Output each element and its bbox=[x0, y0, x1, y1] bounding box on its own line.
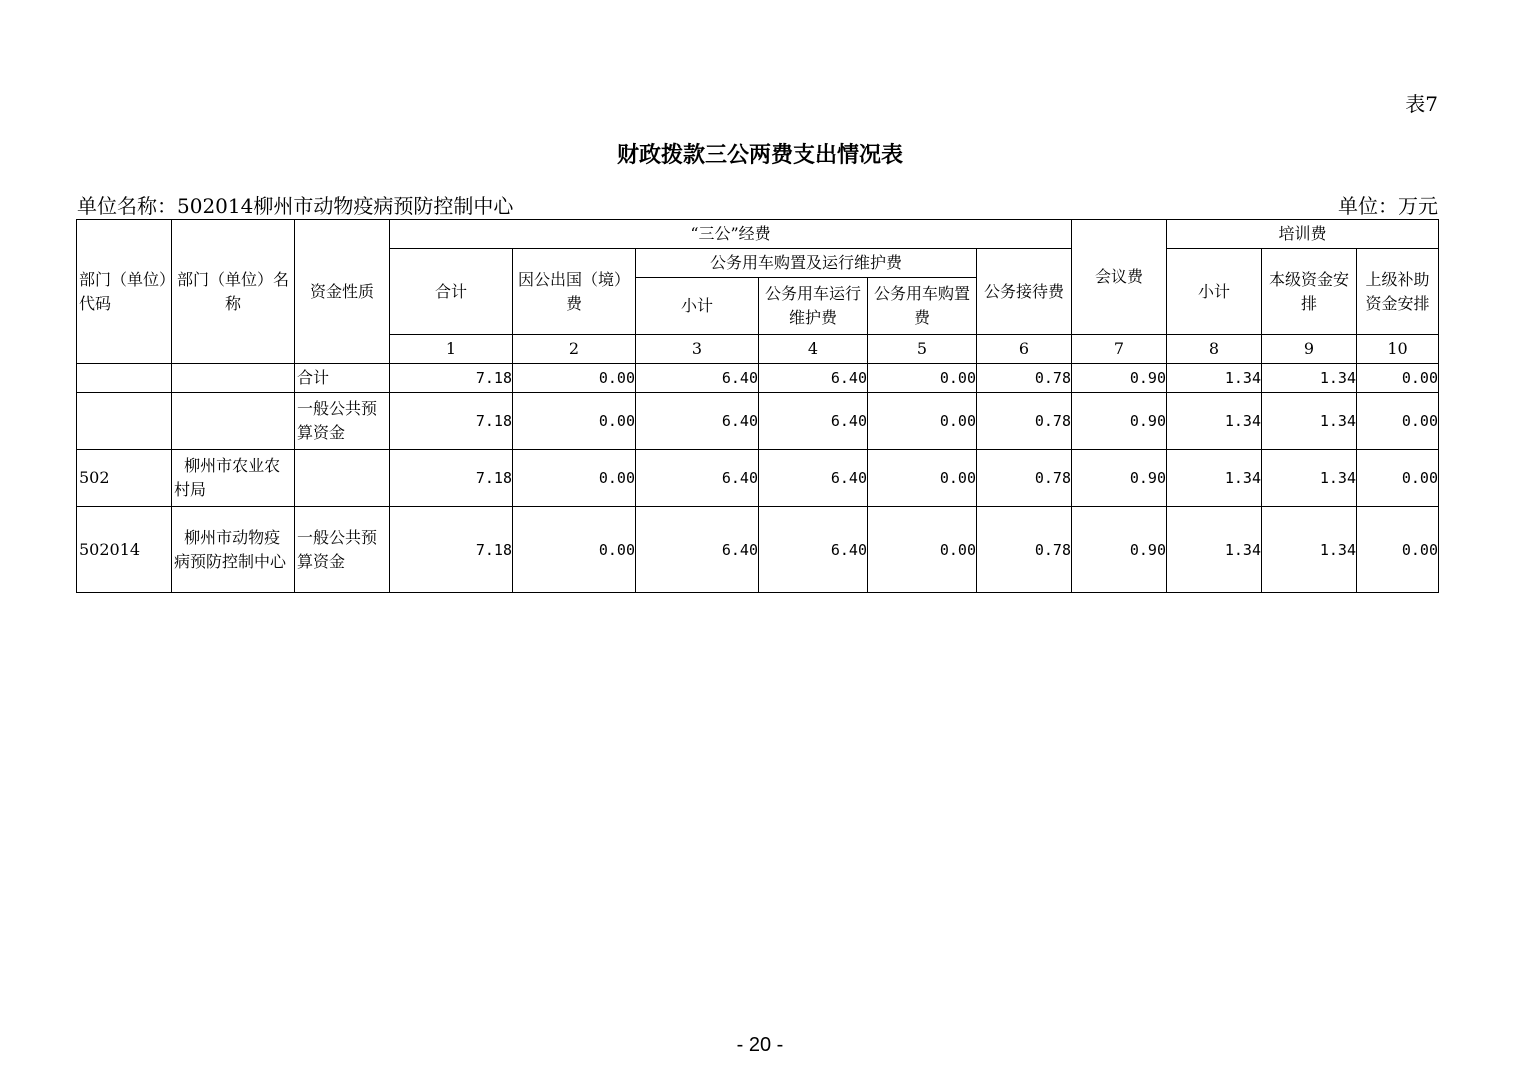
header-vehicle: 公务用车购置及运行维护费 bbox=[636, 249, 977, 278]
value-cell: 6.40 bbox=[759, 450, 868, 507]
fund-nature-cell: 一般公共预算资金 bbox=[295, 393, 390, 450]
fund-nature-cell: 合计 bbox=[295, 364, 390, 393]
header-sangong: “三公”经费 bbox=[390, 220, 1072, 249]
value-cell: 0.90 bbox=[1072, 364, 1167, 393]
value-cell: 0.00 bbox=[1357, 364, 1439, 393]
value-cell: 1.34 bbox=[1167, 364, 1262, 393]
column-number: 6 bbox=[977, 335, 1072, 364]
value-cell: 7.18 bbox=[390, 364, 513, 393]
value-cell: 0.90 bbox=[1072, 507, 1167, 593]
value-cell: 0.00 bbox=[1357, 393, 1439, 450]
currency-unit: 单位：万元 bbox=[1338, 194, 1438, 218]
table-number: 表7 bbox=[1405, 92, 1438, 116]
column-number: 4 bbox=[759, 335, 868, 364]
table-row bbox=[77, 450, 1439, 507]
header-reception: 公务接待费 bbox=[977, 249, 1072, 335]
value-cell: 0.00 bbox=[513, 507, 636, 593]
column-number: 1 bbox=[390, 335, 513, 364]
header-fund-nature: 资金性质 bbox=[295, 220, 390, 364]
value-cell: 0.00 bbox=[1357, 507, 1439, 593]
dept-code-cell: 502 bbox=[77, 450, 172, 507]
value-cell: 1.34 bbox=[1167, 393, 1262, 450]
value-cell: 7.18 bbox=[390, 450, 513, 507]
header-superior-funds: 上级补助资金安排 bbox=[1357, 249, 1439, 335]
page-title: 财政拨款三公两费支出情况表 bbox=[616, 142, 903, 168]
value-cell: 0.00 bbox=[868, 507, 977, 593]
header-vehicle-purchase: 公务用车购置费 bbox=[868, 278, 977, 335]
header-abroad: 因公出国（境）费 bbox=[513, 249, 636, 335]
value-cell: 1.34 bbox=[1167, 507, 1262, 593]
table-row bbox=[77, 507, 1439, 593]
unit-name: 单位名称：502014柳州市动物疫病预防控制中心 bbox=[77, 194, 514, 218]
fund-nature-cell bbox=[295, 450, 390, 507]
value-cell: 0.90 bbox=[1072, 450, 1167, 507]
dept-code-cell: 502014 bbox=[77, 507, 172, 593]
value-cell: 7.18 bbox=[390, 507, 513, 593]
column-number: 5 bbox=[868, 335, 977, 364]
header-total: 合计 bbox=[390, 249, 513, 335]
column-number: 9 bbox=[1262, 335, 1357, 364]
value-cell: 6.40 bbox=[636, 450, 759, 507]
value-cell: 0.78 bbox=[977, 393, 1072, 450]
value-cell: 1.34 bbox=[1262, 507, 1357, 593]
dept-code-cell bbox=[77, 393, 172, 450]
header-meeting: 会议费 bbox=[1072, 220, 1167, 335]
value-cell: 0.78 bbox=[977, 507, 1072, 593]
value-cell: 6.40 bbox=[636, 364, 759, 393]
value-cell: 0.78 bbox=[977, 450, 1072, 507]
value-cell: 0.00 bbox=[868, 364, 977, 393]
value-cell: 0.00 bbox=[513, 450, 636, 507]
value-cell: 6.40 bbox=[759, 393, 868, 450]
value-cell: 0.78 bbox=[977, 364, 1072, 393]
header-training-subtotal: 小计 bbox=[1167, 249, 1262, 335]
value-cell: 0.00 bbox=[513, 364, 636, 393]
dept-code-cell bbox=[77, 364, 172, 393]
dept-name-cell bbox=[172, 364, 295, 393]
value-cell: 0.00 bbox=[513, 393, 636, 450]
table-row bbox=[77, 393, 1439, 450]
column-number: 10 bbox=[1357, 335, 1439, 364]
page-number: - 20 - bbox=[736, 1034, 784, 1056]
value-cell: 0.00 bbox=[1357, 450, 1439, 507]
value-cell: 7.18 bbox=[390, 393, 513, 450]
value-cell: 6.40 bbox=[636, 507, 759, 593]
header-dept-name: 部门（单位）名称 bbox=[172, 220, 295, 364]
header-training: 培训费 bbox=[1167, 220, 1439, 249]
header-own-funds: 本级资金安排 bbox=[1262, 249, 1357, 335]
dept-name-cell: 柳州市农业农村局 bbox=[172, 450, 295, 507]
value-cell: 1.34 bbox=[1262, 364, 1357, 393]
table-row bbox=[77, 364, 1439, 393]
header-vehicle-running: 公务用车运行维护费 bbox=[759, 278, 868, 335]
value-cell: 6.40 bbox=[636, 393, 759, 450]
column-number: 3 bbox=[636, 335, 759, 364]
fund-nature-cell: 一般公共预算资金 bbox=[295, 507, 390, 593]
expense-table bbox=[76, 219, 1439, 593]
value-cell: 0.00 bbox=[868, 393, 977, 450]
header-vehicle-subtotal: 小计 bbox=[636, 278, 759, 335]
value-cell: 1.34 bbox=[1262, 393, 1357, 450]
dept-name-cell bbox=[172, 393, 295, 450]
column-number: 2 bbox=[513, 335, 636, 364]
column-number: 7 bbox=[1072, 335, 1167, 364]
header-dept-code: 部门（单位）代码 bbox=[77, 220, 172, 364]
value-cell: 6.40 bbox=[759, 507, 868, 593]
value-cell: 1.34 bbox=[1262, 450, 1357, 507]
column-number: 8 bbox=[1167, 335, 1262, 364]
value-cell: 0.90 bbox=[1072, 393, 1167, 450]
value-cell: 1.34 bbox=[1167, 450, 1262, 507]
dept-name-cell: 柳州市动物疫病预防控制中心 bbox=[172, 507, 295, 593]
value-cell: 6.40 bbox=[759, 364, 868, 393]
value-cell: 0.00 bbox=[868, 450, 977, 507]
